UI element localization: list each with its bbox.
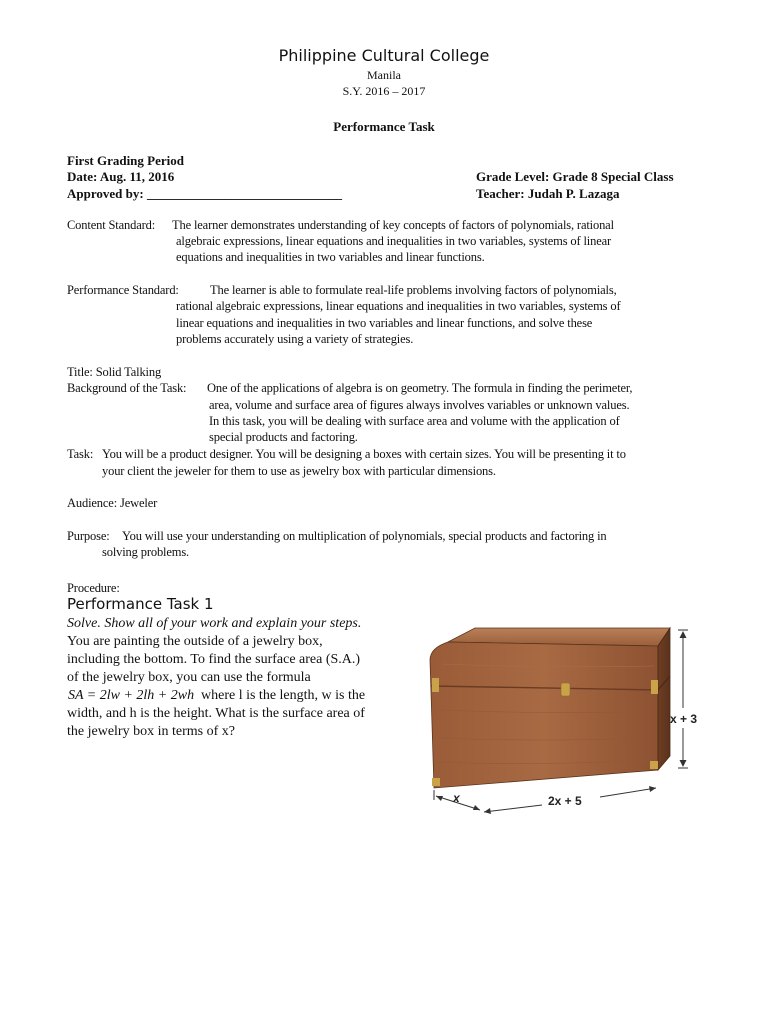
formula-tail: where l is the length, w is the xyxy=(201,688,366,703)
school-city: Manila xyxy=(367,68,401,82)
height-dimension xyxy=(678,630,688,768)
background-line: special products and factoring. xyxy=(209,430,358,444)
background-line: area, volume and surface area of figures always involves variables or unknown values. xyxy=(209,398,630,412)
length-label: 2x + 5 xyxy=(548,794,582,808)
performance-standard-line: linear equations and inequalities in two variables and linear functions, and solve these xyxy=(176,316,593,330)
task-text-line: You are painting the outside of a jewelry box, xyxy=(67,634,323,649)
date-line: Date: Aug. 11, 2016 xyxy=(67,169,175,184)
task-line: your client the jeweler for them to use as jewelry box with particular dimensions. xyxy=(102,464,496,478)
performance-standard-line: problems accurately using a variety of strategies. xyxy=(176,332,414,346)
task-text-line: of the jewelry box, you can use the formula xyxy=(67,670,311,685)
task-text-line: including the bottom. To find the surface area (S.A.) xyxy=(67,652,361,667)
task-line: You will be a product designer. You will be designing a boxes with certain sizes. You will be presenting it to xyxy=(102,447,626,461)
task-label: Task: xyxy=(67,447,94,461)
performance-standard-line: rational algebraic expressions, linear equations and inequalities in two variables, systems of xyxy=(176,299,621,313)
content-standard-line: The learner demonstrates understanding of key concepts of factors of polynomials, rational xyxy=(172,218,614,232)
approved-by-line: Approved by: ______________________________ xyxy=(67,186,342,201)
content-standard-label: Content Standard: xyxy=(67,218,156,232)
background-line: One of the applications of algebra is on geometry. The formula in finding the perimeter, xyxy=(207,381,633,395)
jewelry-box-figure xyxy=(420,620,710,835)
content-standard-line: equations and inequalities in two variables and linear functions. xyxy=(176,250,485,264)
task-instruction: Solve. Show all of your work and explain your steps. xyxy=(67,616,362,631)
background-line: In this task, you will be dealing with surface area and volume with the application of xyxy=(209,414,620,428)
performance-standard-label: Performance Standard: xyxy=(67,283,179,297)
content-standard-line: algebraic expressions, linear equations and inequalities in two variables, systems of linear xyxy=(176,234,612,248)
task-text-line: the jewelry box in terms of x? xyxy=(67,724,235,739)
task-text-line: width, and h is the height. What is the surface area of xyxy=(67,706,365,721)
grading-period: First Grading Period xyxy=(67,153,184,168)
purpose-line: solving problems. xyxy=(102,545,190,559)
task-title: Title: Solid Talking xyxy=(67,365,162,379)
audience-line: Audience: Jeweler xyxy=(67,496,158,510)
performance-task-heading: Performance Task 1 xyxy=(67,595,214,613)
procedure-label: Procedure: xyxy=(67,581,120,595)
background-label: Background of the Task: xyxy=(67,381,187,395)
purpose-line: You will use your understanding on multiplication of polynomials, special products and factoring in xyxy=(122,529,607,543)
purpose-label: Purpose: xyxy=(67,529,110,543)
school-name: Philippine Cultural College xyxy=(278,46,490,65)
performance-standard-line: The learner is able to formulate real-life problems involving factors of polynomials, xyxy=(210,283,617,297)
surface-area-formula: SA = 2lw + 2lh + 2wh xyxy=(68,688,195,703)
teacher-name: Teacher: Judah P. Lazaga xyxy=(476,186,620,201)
height-label: x + 3 xyxy=(670,712,698,726)
grade-level: Grade Level: Grade 8 Special Class xyxy=(476,169,674,184)
width-label: x xyxy=(453,791,460,805)
lock-clasp-icon xyxy=(561,683,570,696)
school-year: S.Y. 2016 – 2017 xyxy=(342,84,426,98)
document-title: Performance Task xyxy=(333,119,435,134)
box-body xyxy=(430,628,670,788)
